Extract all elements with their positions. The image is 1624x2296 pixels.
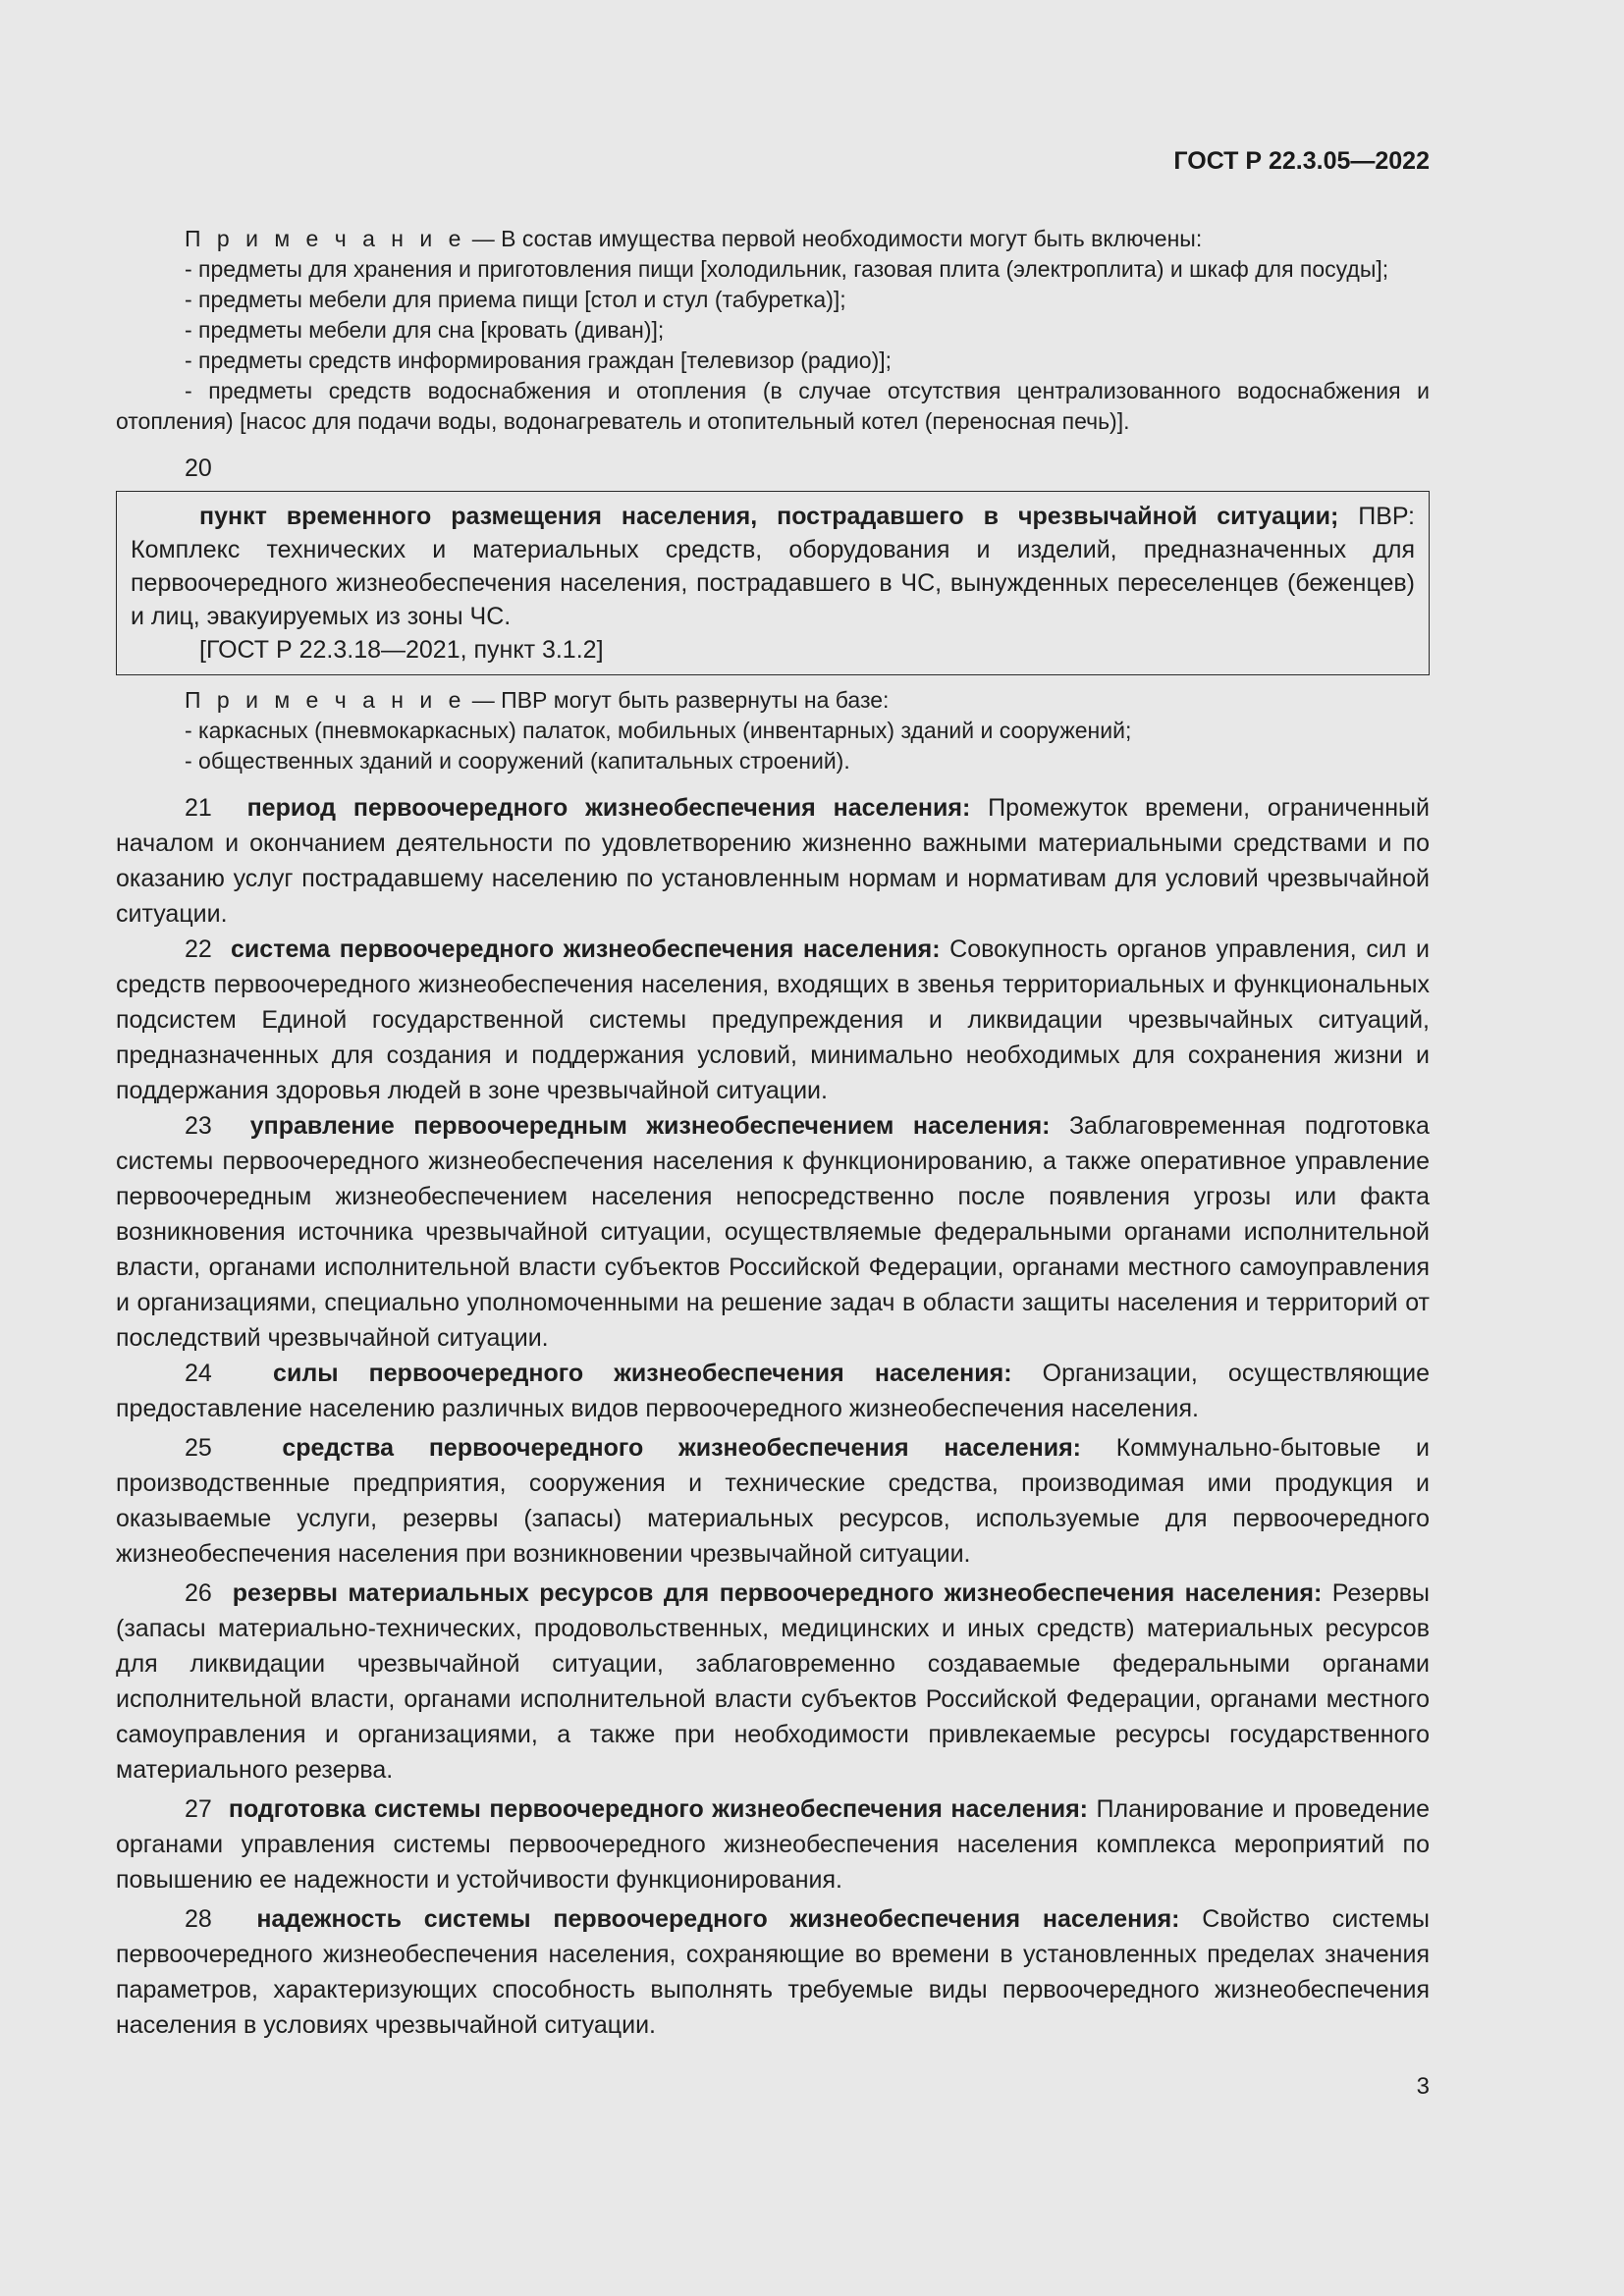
note-item: - предметы мебели для сна [кровать (диван)]; [185,317,665,343]
document-header: ГОСТ Р 22.3.05—2022 [1173,147,1430,175]
term-title: управление первоочередным жизнеобеспечением населения: [249,1112,1051,1140]
term-definition: Заблаговременная подготовка системы первоочередного жизнеобеспечения населения к функционированию, а также оперативное управление первоочередным жизнеобеспечением населения непосредственно после появления угрозы или факта возникновения источника чрезвычайной ситуации, осуществляемые федеральными органами исполнительной власти, органами исполнительной власти субъектов Российской Федерации, органами местного самоуправления и организациями, специально уполномоченными на решение задач в области защиты населения и территорий от последствий чрезвычайной ситуации. [116,1112,1430,1352]
term-number: 27 [185,1795,212,1823]
term-20-definition [131,500,1415,633]
note-item: - предметы средств водоснабжения и отопления (в случае отсутствия централизованного водоснабжения и отопления) [насос для подачи воды, водонагреватель и отопительный котел (переносная печь)]. [116,378,1430,434]
note-label: П р и м е ч а н и е [185,226,466,251]
note-intro: — В состав имущества первой необходимости могут быть включены: [465,226,1203,251]
note-label: П р и м е ч а н и е [185,687,466,713]
term-entry-23 [116,1108,1430,1356]
term-definition: Организации, осуществляющие предоставление населению различных видов первоочередного жизнеобеспечения населения. [116,1360,1430,1422]
note-pvr [116,685,1430,776]
terms-list [116,790,1430,2043]
term-number: 25 [185,1434,212,1462]
term-entry-25 [116,1430,1430,1572]
term-20-text: Комплекс технических и материальных средств, оборудования и изделий, предназначенных для первоочередного жизнеобеспечения населения, пострадавшего в ЧС, вынужденных переселенцев (беженцев) и лиц, эвакуируемых из зоны ЧС. [131,536,1415,630]
term-definition: Коммунально-бытовые и производственные предприятия, сооружения и технические средства, производимая ими продукция и оказываемые услуги, резервы (запасы) материальных ресурсов, используемые для первоочередного жизнеобеспечения населения при возникновении чрезвычайной ситуации. [116,1434,1430,1568]
term-20-abbr: ПВР: [1338,503,1415,530]
term-title: средства первоочередного жизнеобеспечения населения: [282,1434,1081,1462]
note-item: - общественных зданий и сооружений (капитальных строений). [185,748,850,774]
term-entry-24 [116,1356,1430,1426]
term-20-source: [ГОСТ Р 22.3.18—2021, пункт 3.1.2] [199,636,604,664]
term-title: подготовка системы первоочередного жизнеобеспечения населения: [228,1795,1088,1823]
term-entry-22 [116,932,1430,1108]
note-item: - каркасных (пневмокаркасных) палаток, мобильных (инвентарных) зданий и сооружений; [185,718,1132,743]
term-number-20: 20 [185,454,212,482]
term-definition: Промежуток времени, ограниченный началом и окончанием деятельности по удовлетворению жизненно важными материальными средствами и по оказанию услуг пострадавшему населению по установленным нормам и нормативам для условий чрезвычайной ситуации. [116,794,1430,928]
term-title: резервы материальных ресурсов для первоочередного жизнеобеспечения населения: [232,1579,1323,1607]
note-intro-line [116,685,1430,716]
note-intro: — ПВР могут быть развернуты на базе: [465,687,890,713]
note-item: - предметы для хранения и приготовления пищи [холодильник, газовая плита (электроплита) и шкаф для посуды]; [185,256,1389,282]
term-entry-26 [116,1575,1430,1788]
term-entry-28 [116,1901,1430,2043]
term-number: 23 [185,1112,212,1140]
term-definition: Совокупность органов управления, сил и средств первоочередного жизнеобеспечения населения, входящих в звенья территориальных и функциональных подсистем Единой государственной системы предупреждения и ликвидации чрезвычайных ситуаций, предназначенных для создания и поддержания условий, минимально необходимых для сохранения жизни и поддержания здоровья людей в зоне чрезвычайной ситуации. [116,935,1430,1104]
term-definition: Резервы (запасы материально-технических, продовольственных, медицинских и иных средств) материальных ресурсов для ликвидации чрезвычайной ситуации, заблаговременно создаваемые федеральными органами исполнительной власти, органами исполнительной власти субъектов Российской Федерации, органами местного самоуправления и организациями, а также при необходимости привлекаемые ресурсы государственного материального резерва. [116,1579,1430,1784]
term-title: надежность системы первоочередного жизнеобеспечения населения: [256,1905,1180,1933]
note-item: - предметы мебели для приема пищи [стол и стул (табуретка)]; [185,287,846,312]
note-property [116,224,1430,437]
page-content [116,224,1430,2043]
term-number: 26 [185,1579,212,1607]
term-number: 22 [185,935,212,963]
term-title: силы первоочередного жизнеобеспечения населения: [273,1360,1012,1387]
note-intro-line [116,224,1430,254]
term-20-box [116,491,1430,675]
term-20-title: пункт временного размещения населения, пострадавшего в чрезвычайной ситуации; [199,503,1339,530]
term-number: 28 [185,1905,212,1933]
term-definition: Свойство системы первоочередного жизнеобеспечения населения, сохраняющие во времени в установленных пределах значения параметров, характеризующих способность выполнять требуемые виды первоочередного жизнеобеспечения населения в условиях чрезвычайной ситуации. [116,1905,1430,2039]
term-title: период первоочередного жизнеобеспечения населения: [246,794,971,822]
term-number: 21 [185,794,212,822]
term-number: 24 [185,1360,212,1387]
page-number: 3 [1416,2073,1430,2100]
term-definition: Планирование и проведение органами управления системы первоочередного жизнеобеспечения населения комплекса мероприятий по повышению ее надежности и устойчивости функционирования. [116,1795,1430,1894]
note-item: - предметы средств информирования граждан [телевизор (радио)]; [185,347,893,373]
term-entry-21 [116,790,1430,932]
term-title: система первоочередного жизнеобеспечения населения: [231,935,941,963]
term-entry-27 [116,1791,1430,1897]
